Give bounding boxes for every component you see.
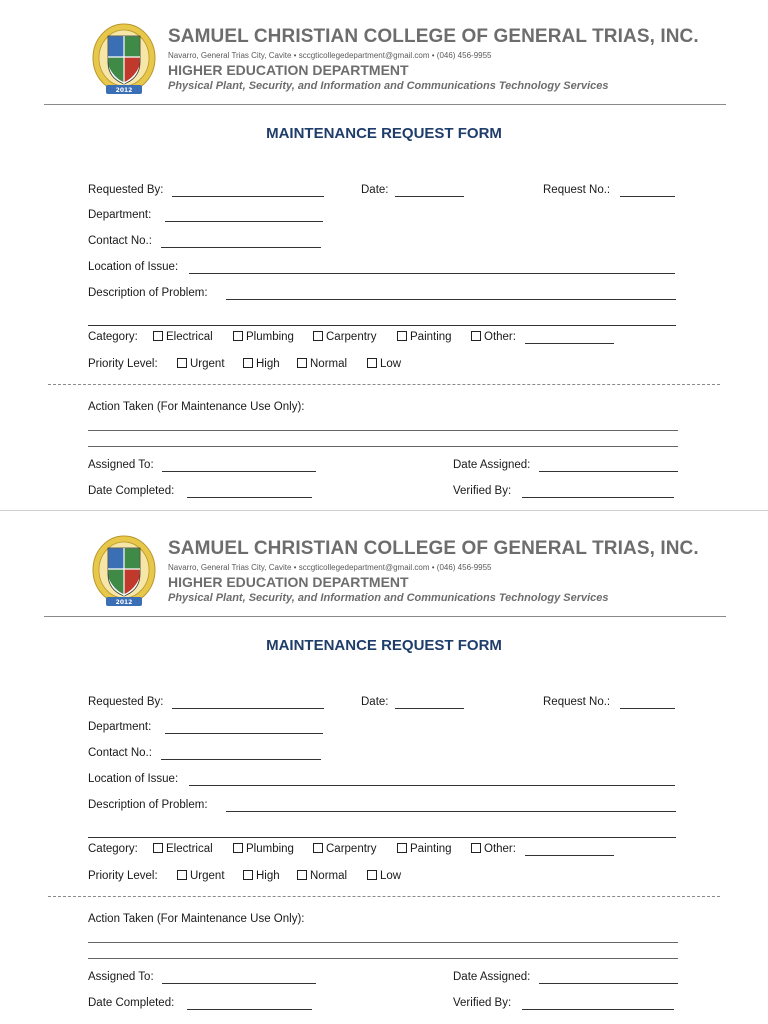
date-label: Date: bbox=[361, 184, 389, 196]
action-taken-label: Action Taken (For Maintenance Use Only): bbox=[88, 913, 305, 925]
cut-line bbox=[48, 896, 720, 897]
option-label: Normal bbox=[310, 358, 348, 370]
option-label: Low bbox=[380, 870, 402, 882]
description-label: Description of Problem: bbox=[88, 287, 208, 299]
college-seal-logo bbox=[92, 534, 156, 610]
checkbox-icon[interactable] bbox=[297, 870, 307, 880]
option-label: Electrical bbox=[166, 843, 213, 855]
requested-by-field[interactable] bbox=[172, 708, 324, 709]
date-assigned-field[interactable] bbox=[539, 983, 678, 984]
action-taken-line-1[interactable] bbox=[88, 430, 678, 431]
location-label: Location of Issue: bbox=[88, 261, 179, 273]
request-no-label: Request No.: bbox=[543, 696, 611, 708]
option-label: High bbox=[256, 870, 280, 882]
checkbox-icon[interactable] bbox=[313, 843, 323, 853]
checkbox-icon[interactable] bbox=[297, 358, 307, 368]
priority-option-urgent[interactable] bbox=[177, 358, 225, 370]
college-seal-logo bbox=[92, 22, 156, 98]
checkbox-icon[interactable] bbox=[153, 331, 163, 341]
date-label: Date: bbox=[361, 696, 389, 708]
checkbox-icon[interactable] bbox=[367, 358, 377, 368]
option-label: Other: bbox=[484, 331, 516, 343]
option-label: Low bbox=[380, 358, 402, 370]
location-field[interactable] bbox=[189, 785, 675, 786]
assigned-to-field[interactable] bbox=[162, 983, 316, 984]
assigned-to-field[interactable] bbox=[162, 471, 316, 472]
priority-label: Priority Level: bbox=[88, 358, 158, 370]
request-no-field[interactable] bbox=[620, 708, 675, 709]
category-other-field[interactable] bbox=[525, 343, 614, 344]
category-option-other[interactable] bbox=[471, 843, 516, 855]
date-field[interactable] bbox=[395, 708, 464, 709]
action-taken-line-2[interactable] bbox=[88, 958, 678, 959]
date-completed-field[interactable] bbox=[187, 497, 312, 498]
option-label: Carpentry bbox=[326, 843, 377, 855]
checkbox-icon[interactable] bbox=[243, 358, 253, 368]
description-field[interactable] bbox=[226, 299, 676, 300]
department-field[interactable] bbox=[165, 221, 323, 222]
category-option-electrical[interactable] bbox=[153, 843, 213, 855]
request-no-field[interactable] bbox=[620, 196, 675, 197]
category-option-painting[interactable] bbox=[397, 331, 452, 343]
description-label: Description of Problem: bbox=[88, 799, 208, 811]
date-assigned-label: Date Assigned: bbox=[453, 459, 531, 471]
date-completed-field[interactable] bbox=[187, 1009, 312, 1010]
category-option-plumbing[interactable] bbox=[233, 843, 294, 855]
checkbox-icon[interactable] bbox=[177, 870, 187, 880]
department-label: Department: bbox=[88, 721, 152, 733]
action-taken-line-2[interactable] bbox=[88, 446, 678, 447]
checkbox-icon[interactable] bbox=[233, 331, 243, 341]
maintenance-form-2 bbox=[0, 512, 768, 1024]
contact-no-field[interactable] bbox=[161, 759, 321, 760]
category-option-plumbing[interactable] bbox=[233, 331, 294, 343]
checkbox-icon[interactable] bbox=[177, 358, 187, 368]
priority-option-urgent[interactable] bbox=[177, 870, 225, 882]
checkbox-icon[interactable] bbox=[233, 843, 243, 853]
checkbox-icon[interactable] bbox=[153, 843, 163, 853]
checkbox-icon[interactable] bbox=[367, 870, 377, 880]
office-name: Physical Plant, Security, and Information and Communications Technology Services bbox=[168, 592, 609, 604]
cut-line bbox=[48, 384, 720, 385]
request-no-label: Request No.: bbox=[543, 184, 611, 196]
option-label: Normal bbox=[310, 870, 348, 882]
category-option-other[interactable] bbox=[471, 331, 516, 343]
checkbox-icon[interactable] bbox=[397, 331, 407, 341]
header-divider bbox=[44, 616, 726, 617]
location-field[interactable] bbox=[189, 273, 675, 274]
date-completed-label: Date Completed: bbox=[88, 997, 175, 1009]
assigned-to-label: Assigned To: bbox=[88, 971, 154, 983]
category-label: Category: bbox=[88, 331, 138, 343]
school-name: SAMUEL CHRISTIAN COLLEGE OF GENERAL TRIAS, INC. bbox=[168, 26, 699, 47]
option-label: Urgent bbox=[190, 870, 225, 882]
contact-no-label: Contact No.: bbox=[88, 235, 152, 247]
header-divider bbox=[44, 104, 726, 105]
department-field[interactable] bbox=[165, 733, 323, 734]
department-name: HIGHER EDUCATION DEPARTMENT bbox=[168, 62, 409, 78]
option-label: Plumbing bbox=[246, 331, 294, 343]
department-name: HIGHER EDUCATION DEPARTMENT bbox=[168, 574, 409, 590]
option-label: Painting bbox=[410, 843, 452, 855]
date-field[interactable] bbox=[395, 196, 464, 197]
option-label: Plumbing bbox=[246, 843, 294, 855]
option-label: Urgent bbox=[190, 358, 225, 370]
checkbox-icon[interactable] bbox=[397, 843, 407, 853]
date-assigned-label: Date Assigned: bbox=[453, 971, 531, 983]
contact-no-field[interactable] bbox=[161, 247, 321, 248]
location-label: Location of Issue: bbox=[88, 773, 179, 785]
action-taken-label: Action Taken (For Maintenance Use Only): bbox=[88, 401, 305, 413]
assigned-to-label: Assigned To: bbox=[88, 459, 154, 471]
verified-by-field[interactable] bbox=[522, 497, 674, 498]
verified-by-label: Verified By: bbox=[453, 997, 512, 1009]
form-separator bbox=[0, 510, 768, 511]
checkbox-icon[interactable] bbox=[313, 331, 323, 341]
option-label: High bbox=[256, 358, 280, 370]
school-address: Navarro, General Trias City, Cavite • sccgticollegedepartment@gmail.com • (046) 456-9955 bbox=[168, 51, 492, 60]
category-option-carpentry[interactable] bbox=[313, 331, 377, 343]
checkbox-icon[interactable] bbox=[471, 843, 481, 853]
priority-option-low[interactable] bbox=[367, 870, 401, 882]
priority-option-high[interactable] bbox=[243, 358, 280, 370]
category-option-painting[interactable] bbox=[397, 843, 452, 855]
option-label: Painting bbox=[410, 331, 452, 343]
priority-label: Priority Level: bbox=[88, 870, 158, 882]
office-name: Physical Plant, Security, and Information and Communications Technology Services bbox=[168, 80, 609, 92]
requested-by-label: Requested By: bbox=[88, 184, 164, 196]
option-label: Carpentry bbox=[326, 331, 377, 343]
form-title: MAINTENANCE REQUEST FORM bbox=[266, 125, 502, 142]
contact-no-label: Contact No.: bbox=[88, 747, 152, 759]
verified-by-label: Verified By: bbox=[453, 485, 512, 497]
category-other-field[interactable] bbox=[525, 855, 614, 856]
seal-year: 2012 bbox=[115, 87, 133, 94]
category-option-carpentry[interactable] bbox=[313, 843, 377, 855]
description-field[interactable] bbox=[226, 811, 676, 812]
action-taken-line-1[interactable] bbox=[88, 942, 678, 943]
priority-option-low[interactable] bbox=[367, 358, 401, 370]
priority-option-normal[interactable] bbox=[297, 870, 347, 882]
checkbox-icon[interactable] bbox=[471, 331, 481, 341]
option-label: Other: bbox=[484, 843, 516, 855]
option-label: Electrical bbox=[166, 331, 213, 343]
priority-option-high[interactable] bbox=[243, 870, 280, 882]
form-title: MAINTENANCE REQUEST FORM bbox=[266, 637, 502, 654]
description-field-line-2[interactable] bbox=[88, 837, 676, 838]
checkbox-icon[interactable] bbox=[243, 870, 253, 880]
date-completed-label: Date Completed: bbox=[88, 485, 175, 497]
category-option-electrical[interactable] bbox=[153, 331, 213, 343]
priority-option-normal[interactable] bbox=[297, 358, 347, 370]
verified-by-field[interactable] bbox=[522, 1009, 674, 1010]
department-label: Department: bbox=[88, 209, 152, 221]
school-name: SAMUEL CHRISTIAN COLLEGE OF GENERAL TRIAS, INC. bbox=[168, 538, 699, 559]
requested-by-field[interactable] bbox=[172, 196, 324, 197]
category-label: Category: bbox=[88, 843, 138, 855]
date-assigned-field[interactable] bbox=[539, 471, 678, 472]
requested-by-label: Requested By: bbox=[88, 696, 164, 708]
school-address: Navarro, General Trias City, Cavite • sccgticollegedepartment@gmail.com • (046) 456-9955 bbox=[168, 563, 492, 572]
description-field-line-2[interactable] bbox=[88, 325, 676, 326]
seal-year: 2012 bbox=[115, 599, 133, 606]
